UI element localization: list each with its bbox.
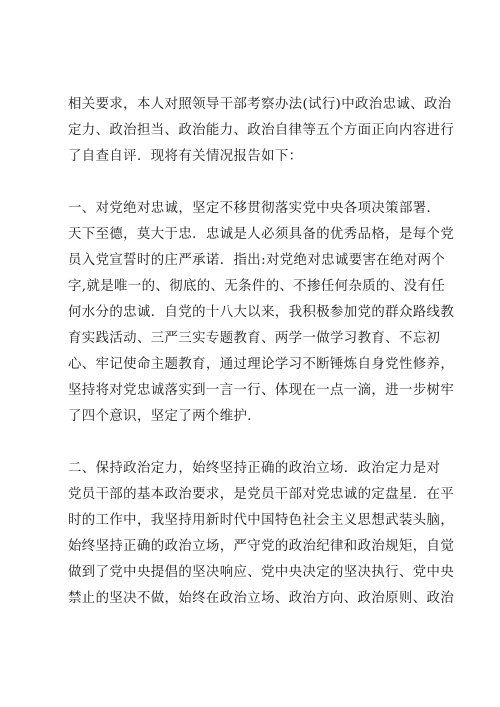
text-line: 一、对党绝对忠诚，坚定不移贯彻落实党中央各项决策部署．	[68, 201, 441, 216]
text-line: 党员干部的基本政治要求，是党员干部对党忠诚的定盘星．在平	[68, 487, 455, 502]
text-line: 心、牢记使命主题教育，通过理论学习不断锤炼自身党性修养，	[68, 357, 455, 372]
text-line: 禁止的坚决不做，始终在政治立场、政治方向、政治原则、政治	[68, 591, 455, 606]
text-line: 时的工作中，我坚持用新时代中国特色社会主义思想武装头脑，	[68, 513, 455, 528]
text-line: 了四个意识，坚定了两个维护．	[68, 409, 262, 424]
text-line: 定力、政治担当、政治能力、政治自律等五个方面正向内容进行	[68, 123, 455, 138]
document-body	[68, 92, 455, 612]
text-line: 二、保持政治定力，始终坚持正确的政治立场．政治定力是对	[68, 461, 441, 476]
text-line: 员入党宣誓时的庄严承诺．指出:对党绝对忠诚要害在绝对两个	[68, 253, 446, 268]
text-line: 育实践活动、三严三实专题教育、两学一做学习教育、不忘初	[68, 331, 441, 346]
section-one-paragraph	[68, 196, 455, 430]
text-line: 了自查自评．现将有关情况报告如下：	[68, 149, 303, 164]
text-line: 天下至德，莫大于忠．忠诚是人必须具备的优秀品格，是每个党	[68, 227, 455, 242]
text-line: 字,就是唯一的、彻底的、无条件的、不掺任何杂质的、没有任	[68, 279, 446, 294]
text-line: 坚持将对党忠诚落实到一言一行、体现在一点一滴，进一步树牢	[68, 383, 455, 398]
text-line: 相关要求，本人对照领导干部考察办法(试行)中政治忠诚、政治	[68, 97, 452, 112]
paragraph-gap	[68, 170, 436, 196]
intro-paragraph	[68, 92, 455, 170]
text-line: 何水分的忠诚．自党的十八大以来，我积极参加党的群众路线教	[68, 305, 455, 320]
section-two-paragraph	[68, 456, 455, 612]
text-line: 始终坚持正确的政治立场，严守党的政治纪律和政治规矩，自觉	[68, 539, 455, 554]
text-line: 做到了党中央提倡的坚决响应、党中央决定的坚决执行、党中央	[68, 565, 455, 580]
paragraph-gap	[68, 430, 436, 456]
